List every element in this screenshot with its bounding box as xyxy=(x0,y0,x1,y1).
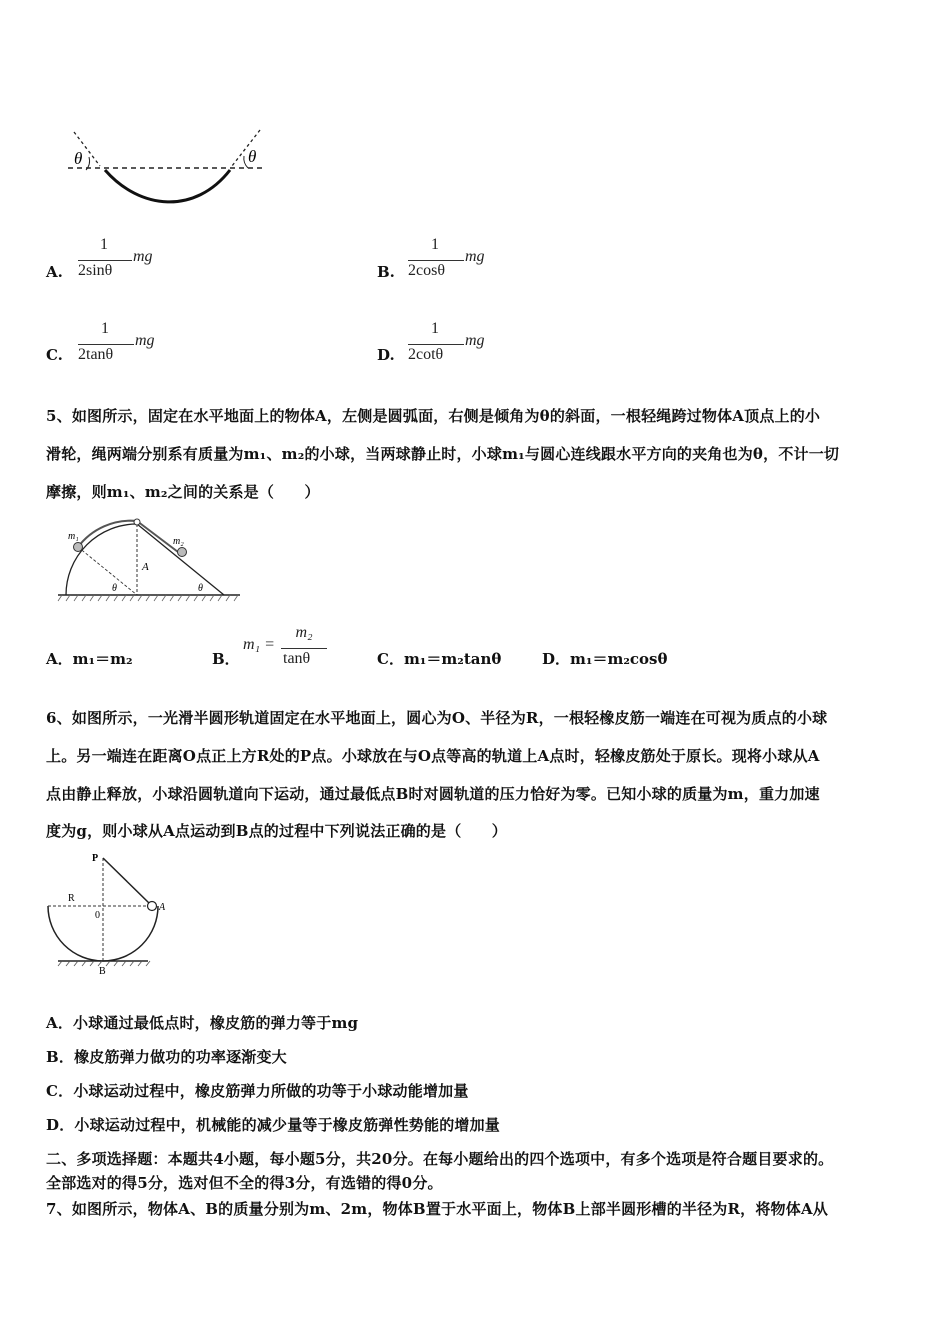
q5-b-fraction-bar xyxy=(281,648,327,649)
q6-text-line-3: 点由静止释放，小球沿圆轨道向下运动，通过最低点B时对圆轨道的压力恰好为零。已知小球的质量为m，重力加速 xyxy=(46,785,820,803)
q7-text-line-1: 7、如图所示，物体A、B的质量分别为m、2m，物体B置于水平面上，物体B上部半圆形槽的半径为R，将物体A从 xyxy=(46,1200,828,1218)
q4-c-fraction-bar xyxy=(78,344,134,345)
q4-b-fraction-bar xyxy=(408,260,464,261)
q4-c-numerator: 1 xyxy=(101,320,109,337)
q6-fig-O: 0 xyxy=(95,910,100,921)
section2-line-1: 二、多项选择题：本题共4小题，每小题5分，共20分。在每小题给出的四个选项中，有多个选项是符合题目要求的。 xyxy=(46,1150,834,1168)
q4-d-numerator: 1 xyxy=(431,320,439,337)
q6-option-d[interactable]: D．小球运动过程中，机械能的减少量等于橡皮筋弹性势能的增加量 xyxy=(46,1116,501,1134)
q5-fig-m1: m₁ xyxy=(68,531,79,542)
q4-option-d-formula xyxy=(408,320,508,370)
q5-text-line-2: 滑轮，绳两端分别系有质量为m₁、m₂的小球，当两球静止时，小球m₁与圆心连线跟水平方向的夹角也为θ，不计一切 xyxy=(46,445,840,463)
q5-fig-A: A xyxy=(142,561,149,573)
q4-a-mg: mg xyxy=(133,248,153,265)
q4-a-numerator: 1 xyxy=(100,236,108,253)
q4-option-b-letter[interactable]: B. xyxy=(377,263,395,281)
figure-hanging-rope xyxy=(60,120,280,220)
fig1-theta-right: θ xyxy=(248,147,257,166)
q4-b-mg: mg xyxy=(465,248,485,265)
q4-option-b-formula xyxy=(408,236,508,286)
q5-fig-m2: m₂ xyxy=(173,536,184,547)
section2-line-2: 全部选对的得5分，选对但不全的得3分，有选错的得0分。 xyxy=(46,1174,443,1192)
q4-b-denominator: 2cosθ xyxy=(408,262,445,279)
q4-option-c-letter[interactable]: C. xyxy=(46,346,63,364)
fig1-theta-left: θ xyxy=(74,149,83,168)
figure-semicircle-track xyxy=(40,848,180,976)
q6-fig-B: B xyxy=(99,966,106,976)
q5-option-b-letter[interactable]: B． xyxy=(212,650,240,668)
q6-text-line-4: 度为g，则小球从A点运动到B点的过程中下列说法正确的是（ ） xyxy=(46,822,508,840)
q5-option-c[interactable]: C．m₁＝m₂tanθ xyxy=(377,650,502,668)
q5-text-line-3: 摩擦，则m₁、m₂之间的关系是（ ） xyxy=(46,483,320,501)
figure-arc-incline xyxy=(56,515,246,607)
q5-b-lhs: m₁ = xyxy=(243,636,275,653)
q5-text-line-1: 5、如图所示，固定在水平地面上的物体A，左侧是圆弧面，右侧是倾角为θ的斜面，一根轻绳跨过物体A顶点上的小 xyxy=(46,407,821,425)
q6-option-a[interactable]: A．小球通过最低点时，橡皮筋的弹力等于mg xyxy=(46,1014,359,1032)
q4-d-denominator: 2cotθ xyxy=(408,346,444,363)
q4-a-fraction-bar xyxy=(78,260,132,261)
q5-b-denominator: tanθ xyxy=(283,650,311,667)
q4-option-a-letter[interactable]: A. xyxy=(46,263,63,281)
q4-c-denominator: 2tanθ xyxy=(78,346,114,363)
q5-b-numerator: m₂ xyxy=(295,624,313,641)
q4-b-numerator: 1 xyxy=(431,236,439,253)
q6-text-line-1: 6、如图所示，一光滑半圆形轨道固定在水平地面上，圆心为O、半径为R，一根轻橡皮筋一端连在可视为质点的小球 xyxy=(46,709,828,727)
q5-option-b-formula xyxy=(243,624,333,674)
q5-fig-theta-left: θ xyxy=(112,583,117,594)
q4-d-mg: mg xyxy=(465,332,485,349)
q6-option-c[interactable]: C．小球运动过程中，橡皮筋弹力所做的功等于小球动能增加量 xyxy=(46,1082,469,1100)
q5-option-d[interactable]: D．m₁＝m₂cosθ xyxy=(542,650,668,668)
q6-fig-R: R xyxy=(68,893,75,904)
q4-option-c-formula xyxy=(78,320,178,370)
q4-c-mg: mg xyxy=(135,332,155,349)
q4-option-d-letter[interactable]: D. xyxy=(377,346,395,364)
q4-d-fraction-bar xyxy=(408,344,464,345)
q6-fig-A: A xyxy=(159,902,166,913)
q6-text-line-2: 上。另一端连在距离O点正上方R处的P点。小球放在与O点等高的轨道上A点时，轻橡皮筋处于原长。现将小球从A xyxy=(46,747,820,765)
q5-option-a[interactable]: A．m₁＝m₂ xyxy=(46,650,133,668)
q6-fig-P: P xyxy=(92,853,99,864)
q4-a-denominator: 2sinθ xyxy=(78,262,113,279)
q4-option-a-formula xyxy=(78,236,178,286)
q6-option-b[interactable]: B．橡皮筋弹力做功的功率逐渐变大 xyxy=(46,1048,287,1066)
q5-fig-theta-right: θ xyxy=(198,583,203,594)
